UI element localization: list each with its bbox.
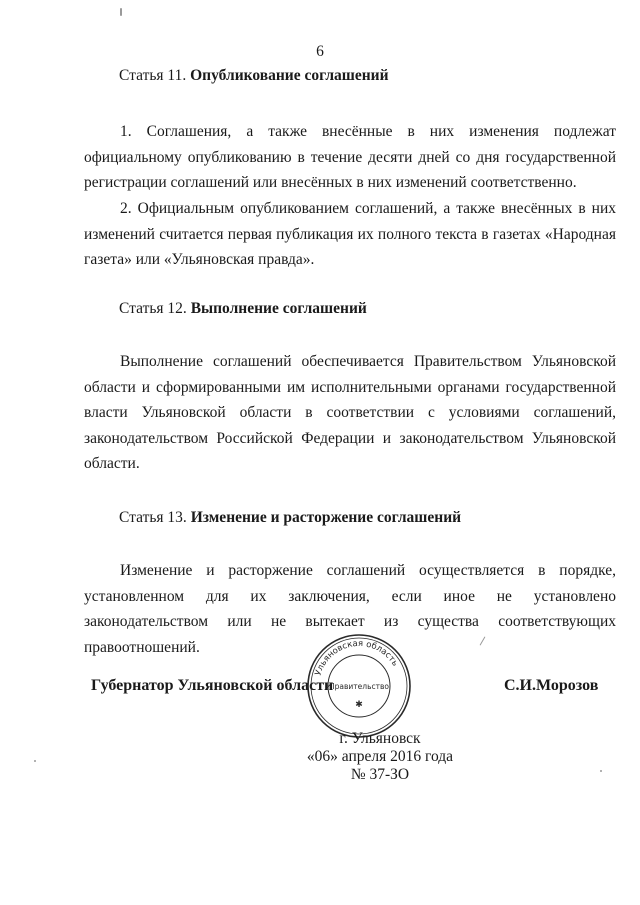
scan-mark — [600, 770, 602, 772]
seal-center-text: Правительство — [329, 682, 389, 691]
article-11-paragraph-1: 1. Соглашения, а также внесённые в них изменения подлежат официальному опубликованию в течение десяти дней со дня государственной регистрации соглашений или внесённых в них изменений соответственно. — [84, 123, 616, 192]
article-12-paragraph-1: Выполнение соглашений обеспечивается Правительством Ульяновской области и сформированными им исполнительными органами государственной власти Ульяновской области в соответствии с условиями соглашений, законодательством Российской Федерации и законодательством Ульяновской области. — [84, 353, 616, 473]
article-prefix: Статья 11. — [119, 67, 187, 84]
article-title: Выполнение соглашений — [190, 300, 367, 317]
signature-name: С.И.Морозов — [504, 677, 599, 694]
signature-position: Губернатор Ульяновской области — [91, 677, 334, 694]
date: «06» апреля 2016 года — [306, 748, 454, 765]
law-number: № 37-ЗО — [350, 766, 410, 783]
article-prefix: Статья 12. — [119, 300, 187, 317]
article-11-paragraph-2: 2. Официальным опубликованием соглашений, а также внесённых в них изменений считается первая публикация их полного текста в газетах «Народная газета» или «Ульяновская правда». — [84, 200, 616, 269]
article-title: Изменение и расторжение соглашений — [190, 509, 462, 526]
article-title: Опубликование соглашений — [190, 67, 389, 84]
scan-mark — [120, 8, 122, 16]
city: г. Ульяновск — [339, 730, 421, 747]
seal-star-icon: ✱ — [355, 699, 363, 709]
article-prefix: Статья 13. — [119, 509, 187, 526]
government-seal — [305, 632, 413, 740]
article-13-heading — [119, 509, 461, 527]
article-11-heading — [119, 67, 389, 85]
page-number: 6 — [316, 43, 324, 60]
article-13-paragraph-1: Изменение и расторжение соглашений осуществляется в порядке, установленном для их заключения, если иное не установлено законодательством или не вытекает из существа соответствующих правоотношений. — [84, 562, 616, 656]
seal-ring-text: Ульяновская область — [313, 638, 400, 677]
scan-mark — [34, 760, 36, 762]
article-12-heading — [119, 300, 367, 318]
